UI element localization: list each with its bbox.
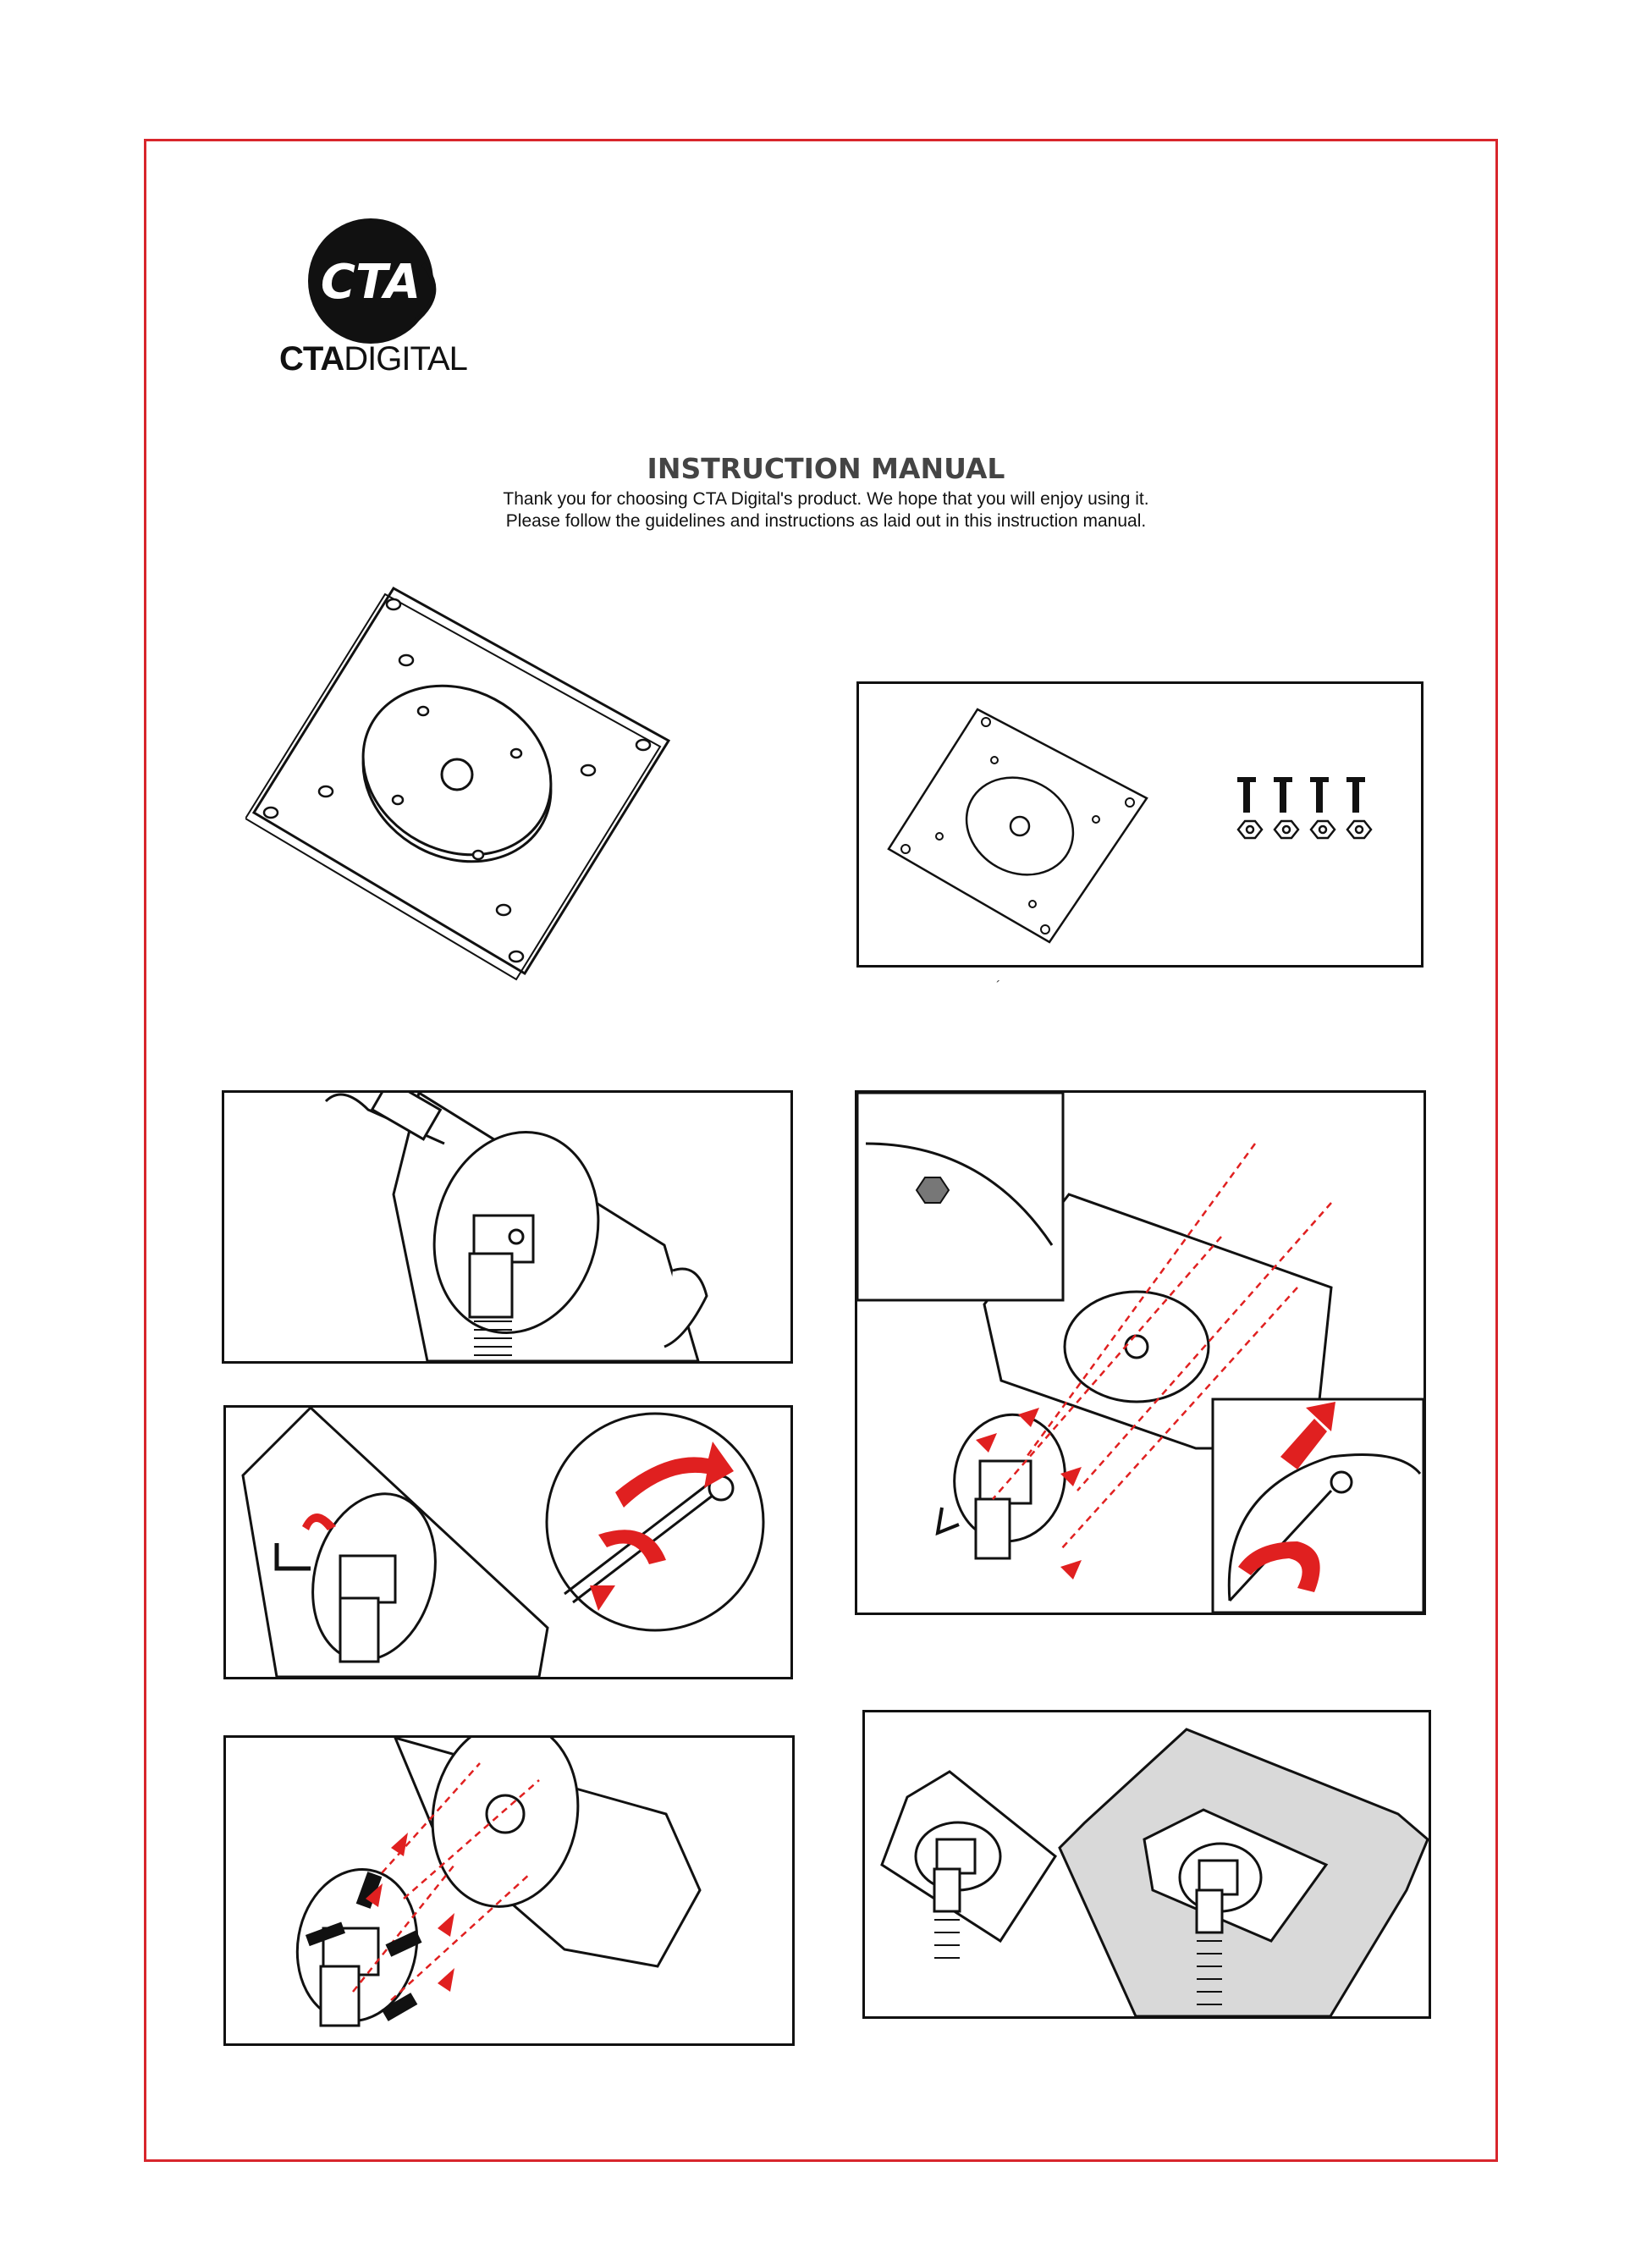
step-1-panel — [222, 1090, 793, 1364]
page-title: INSTRUCTION MANUAL — [647, 452, 1005, 485]
svg-text:CTA: CTA — [320, 255, 421, 310]
mounting-plate-illustration — [245, 576, 686, 999]
package-contents-panel — [856, 681, 1423, 968]
step-4-panel — [855, 1090, 1426, 1615]
step-5-panel — [862, 1710, 1431, 2019]
nuts-icon — [1238, 821, 1371, 838]
stray-mark: ´ — [996, 979, 1001, 994]
intro-line-1: Thank you for choosing CTA Digital's product. We hope that you will enjoy using it. — [503, 489, 1149, 509]
step-3-panel — [223, 1735, 795, 2046]
cta-logo — [279, 213, 474, 383]
brand-name: CTADIGITAL — [279, 340, 467, 378]
intro-line-2: Please follow the guidelines and instructions as laid out in this instruction manual. — [505, 511, 1147, 531]
cta-logo-mark — [305, 213, 440, 349]
screws-icon — [1237, 777, 1365, 813]
step-2-panel — [223, 1405, 793, 1679]
detail-inset-1 — [857, 1093, 1063, 1300]
